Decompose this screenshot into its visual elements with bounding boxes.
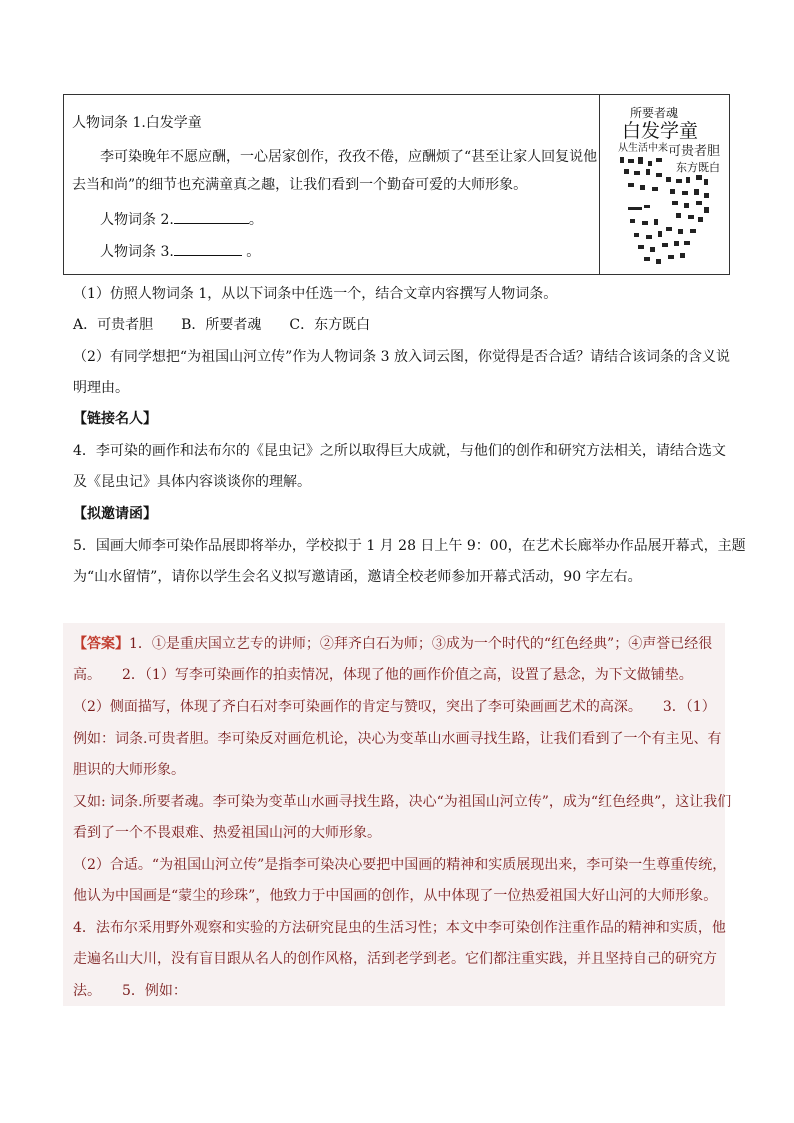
answer-line-12: 法。 5．例如： <box>73 983 187 999</box>
answer-label: 【答案】 <box>73 636 129 652</box>
word-cloud-head-image <box>600 95 730 276</box>
answer-line-2: 高。 2．（1）写李可染画作的拍卖情况，体现了他的画作价值之高，设置了悬念，为下文做铺垫。 <box>73 667 693 683</box>
question-5-line-1: 5．国画大师李可染作品展即将举办，学校拟于 1 月 28 日上午 9：00，在艺术长廊举办作品展开幕式，主题 <box>73 538 746 554</box>
entry-3-label: 人物词条 3. <box>100 244 174 260</box>
entry-1-text-line-2: 去当和尚”的细节也充满童真之趣，让我们看到一个勤奋可爱的大师形象。 <box>72 177 528 193</box>
question-1-options: A．可贵者胆 B．所要者魂 C．东方既白 <box>73 317 371 333</box>
answer-line-6: 又如: 词条.所要者魂。李可染为变革山水画寻找生路，决心“为祖国山河立传”，成为“红色经典”，这让我们 <box>73 794 732 810</box>
question-4-line-1: 4．李可染的画作和法布尔的《昆虫记》之所以取得巨大成就，与他们的创作和研究方法相关，请结合选文 <box>73 443 726 459</box>
answer-line-1 <box>73 633 712 655</box>
entry-2-blank[interactable] <box>174 209 249 224</box>
word-entry-table <box>63 94 730 275</box>
answer-line-4: 例如：词条.可贵者胆。李可染反对画危机论，决心为变革山水画寻找生路，让我们看到了一个有主见、有 <box>73 731 722 747</box>
answer-line-9: 他认为中国画是“蒙尘的珍珠”，他致力于中国画的创作，从中体现了一位热爱祖国大好山河的大师形象。 <box>73 888 718 904</box>
answer-line-1-text: 1．①是重庆国立艺专的讲师；②拜齐白石为师；③成为一个时代的“红色经典”；④声誉已经很 <box>129 636 713 652</box>
entry-1-text-line-1: 李可染晚年不愿应酬，一心居家创作，孜孜不倦，应酬烦了“甚至让家人回复说他 <box>100 149 598 165</box>
cloud-word-2: 可贵者胆 <box>668 144 721 159</box>
entry-1-title: 人物词条 1.白发学童 <box>72 115 202 131</box>
cloud-word-3: 从生活中来 <box>618 143 668 154</box>
answer-line-11: 走遍名山大川，没有盲目跟从名人的创作风格，活到老学到老。它们都注重实践，并且坚持自己的研究方 <box>73 951 717 967</box>
answer-line-8: （2）合适。“为祖国山河立传”是指李可染决心要把中国画的精神和实质展现出来，李可染一生尊重传统， <box>73 857 727 873</box>
question-5-line-2: 为“山水留情”，请你以学生会名义拟写邀请函，邀请全校老师参加开幕式活动，90 字左右。 <box>73 569 642 585</box>
entry-2-line <box>100 209 263 230</box>
section-invitation: 【拟邀请函】 <box>73 506 157 522</box>
question-4-line-2: 及《昆虫记》具体内容谈谈你的理解。 <box>73 474 311 490</box>
word-cloud-cell <box>600 95 729 274</box>
cloud-word-1: 所要者魂 <box>630 106 679 120</box>
question-2-line-2: 明理由。 <box>73 380 129 396</box>
entry-cell <box>64 95 600 274</box>
answer-line-7: 看到了一个不畏艰难、热爱祖国山河的大师形象。 <box>73 825 381 841</box>
question-1: （1）仿照人物词条 1，从以下词条中任选一个，结合文章内容撰写人物词条。 <box>73 286 558 302</box>
entry-3-line <box>100 241 260 262</box>
cloud-word-main: 白发学童 <box>622 120 699 142</box>
answer-line-10: 4．法布尔采用野外观察和实验的方法研究昆虫的生活习性；本文中李可染创作注重作品的精神和实质，他 <box>73 920 726 936</box>
entry-3-end: 。 <box>246 244 261 260</box>
answer-line-3: （2）侧面描写，体现了齐白石对李可染画作的肯定与赞叹，突出了李可染画画艺术的高深。 3．（1） <box>73 699 716 715</box>
entry-3-blank[interactable] <box>174 241 242 256</box>
section-link-famous: 【链接名人】 <box>73 411 157 427</box>
entry-2-label: 人物词条 2. <box>100 212 174 228</box>
entry-2-end: 。 <box>248 212 263 228</box>
answer-line-5: 胆识的大师形象。 <box>73 762 185 778</box>
question-2-line-1: （2）有同学想把“为祖国山河立传”作为人物词条 3 放入词云图，你觉得是否合适？请结合该词条的含义说 <box>73 349 731 365</box>
cloud-word-4: 东方既白 <box>676 161 720 174</box>
